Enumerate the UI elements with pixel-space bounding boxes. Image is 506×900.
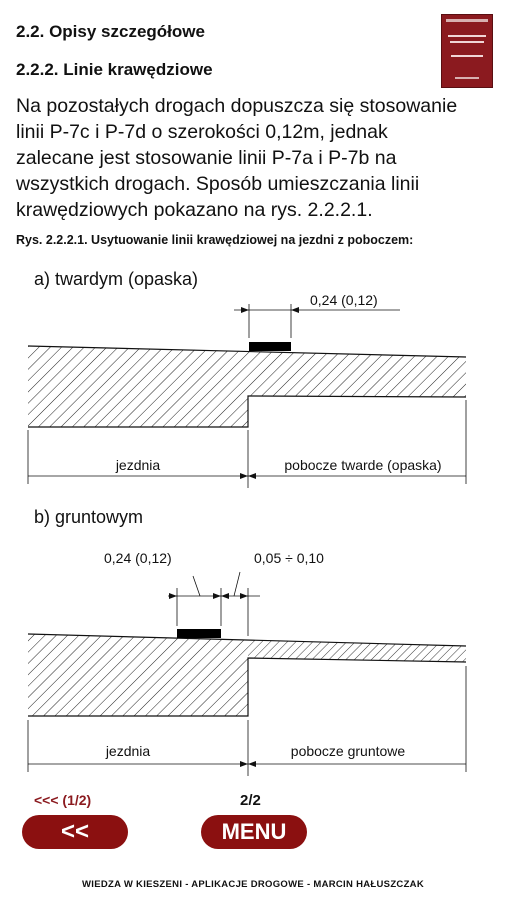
diagram-b-dimension-line: 0,24 (0,12)	[104, 550, 172, 566]
diagram-a-right-label: pobocze twarde (opaska)	[284, 457, 442, 473]
diagram-b-title: b) gruntowym	[34, 507, 144, 527]
edge-line-marking-b	[177, 629, 221, 638]
body-line: linii P-7c i P-7d o szerokości 0,12m, jednak	[16, 121, 388, 143]
section-title: 2.2. Opisy szczegółowe	[16, 22, 205, 41]
diagram-b-right-label: pobocze gruntowe	[290, 743, 406, 759]
edge-line-marking-a	[249, 342, 291, 351]
page-indicator: 2/2	[240, 792, 261, 809]
figure-caption: Rys. 2.2.2.1. Usytuowanie linii krawędziowej na jezdni z poboczem:	[16, 233, 414, 247]
body-line: Na pozostałych drogach dopuszcza się stosowanie	[16, 95, 458, 117]
diagram-a-dimension: 0,24 (0,12)	[310, 292, 378, 308]
diagram-a-title: a) twardym (opaska)	[34, 269, 199, 289]
footer-credits: WIEDZA W KIESZENI - APLIKACJE DROGOWE - MARCIN HAŁUSZCZAK	[81, 879, 425, 890]
diagram-a-left-label: jezdnia	[115, 457, 161, 473]
edge-line-diagram	[0, 250, 506, 780]
diagram-b-dimension-offset: 0,05 ÷ 0,10	[254, 550, 324, 566]
menu-button[interactable]: MENU	[201, 815, 307, 849]
body-line: zalecane jest stosowanie linii P-7a i P-7b na	[16, 147, 397, 169]
previous-page-link[interactable]: <<< (1/2)	[34, 792, 92, 808]
diagram-a-cross-section	[28, 292, 466, 488]
body-line: wszystkich drogach. Sposób umieszczania linii	[16, 173, 420, 195]
diagram-b-left-label: jezdnia	[105, 743, 151, 759]
diagram-b-cross-section	[28, 550, 466, 776]
subsection-title: 2.2.2. Linie krawędziowe	[16, 60, 213, 79]
book-cover-thumbnail	[441, 14, 493, 88]
body-line: krawędziowych pokazano na rys. 2.2.2.1.	[16, 199, 373, 221]
back-button[interactable]: <<	[22, 815, 128, 849]
body-paragraph	[16, 93, 496, 223]
